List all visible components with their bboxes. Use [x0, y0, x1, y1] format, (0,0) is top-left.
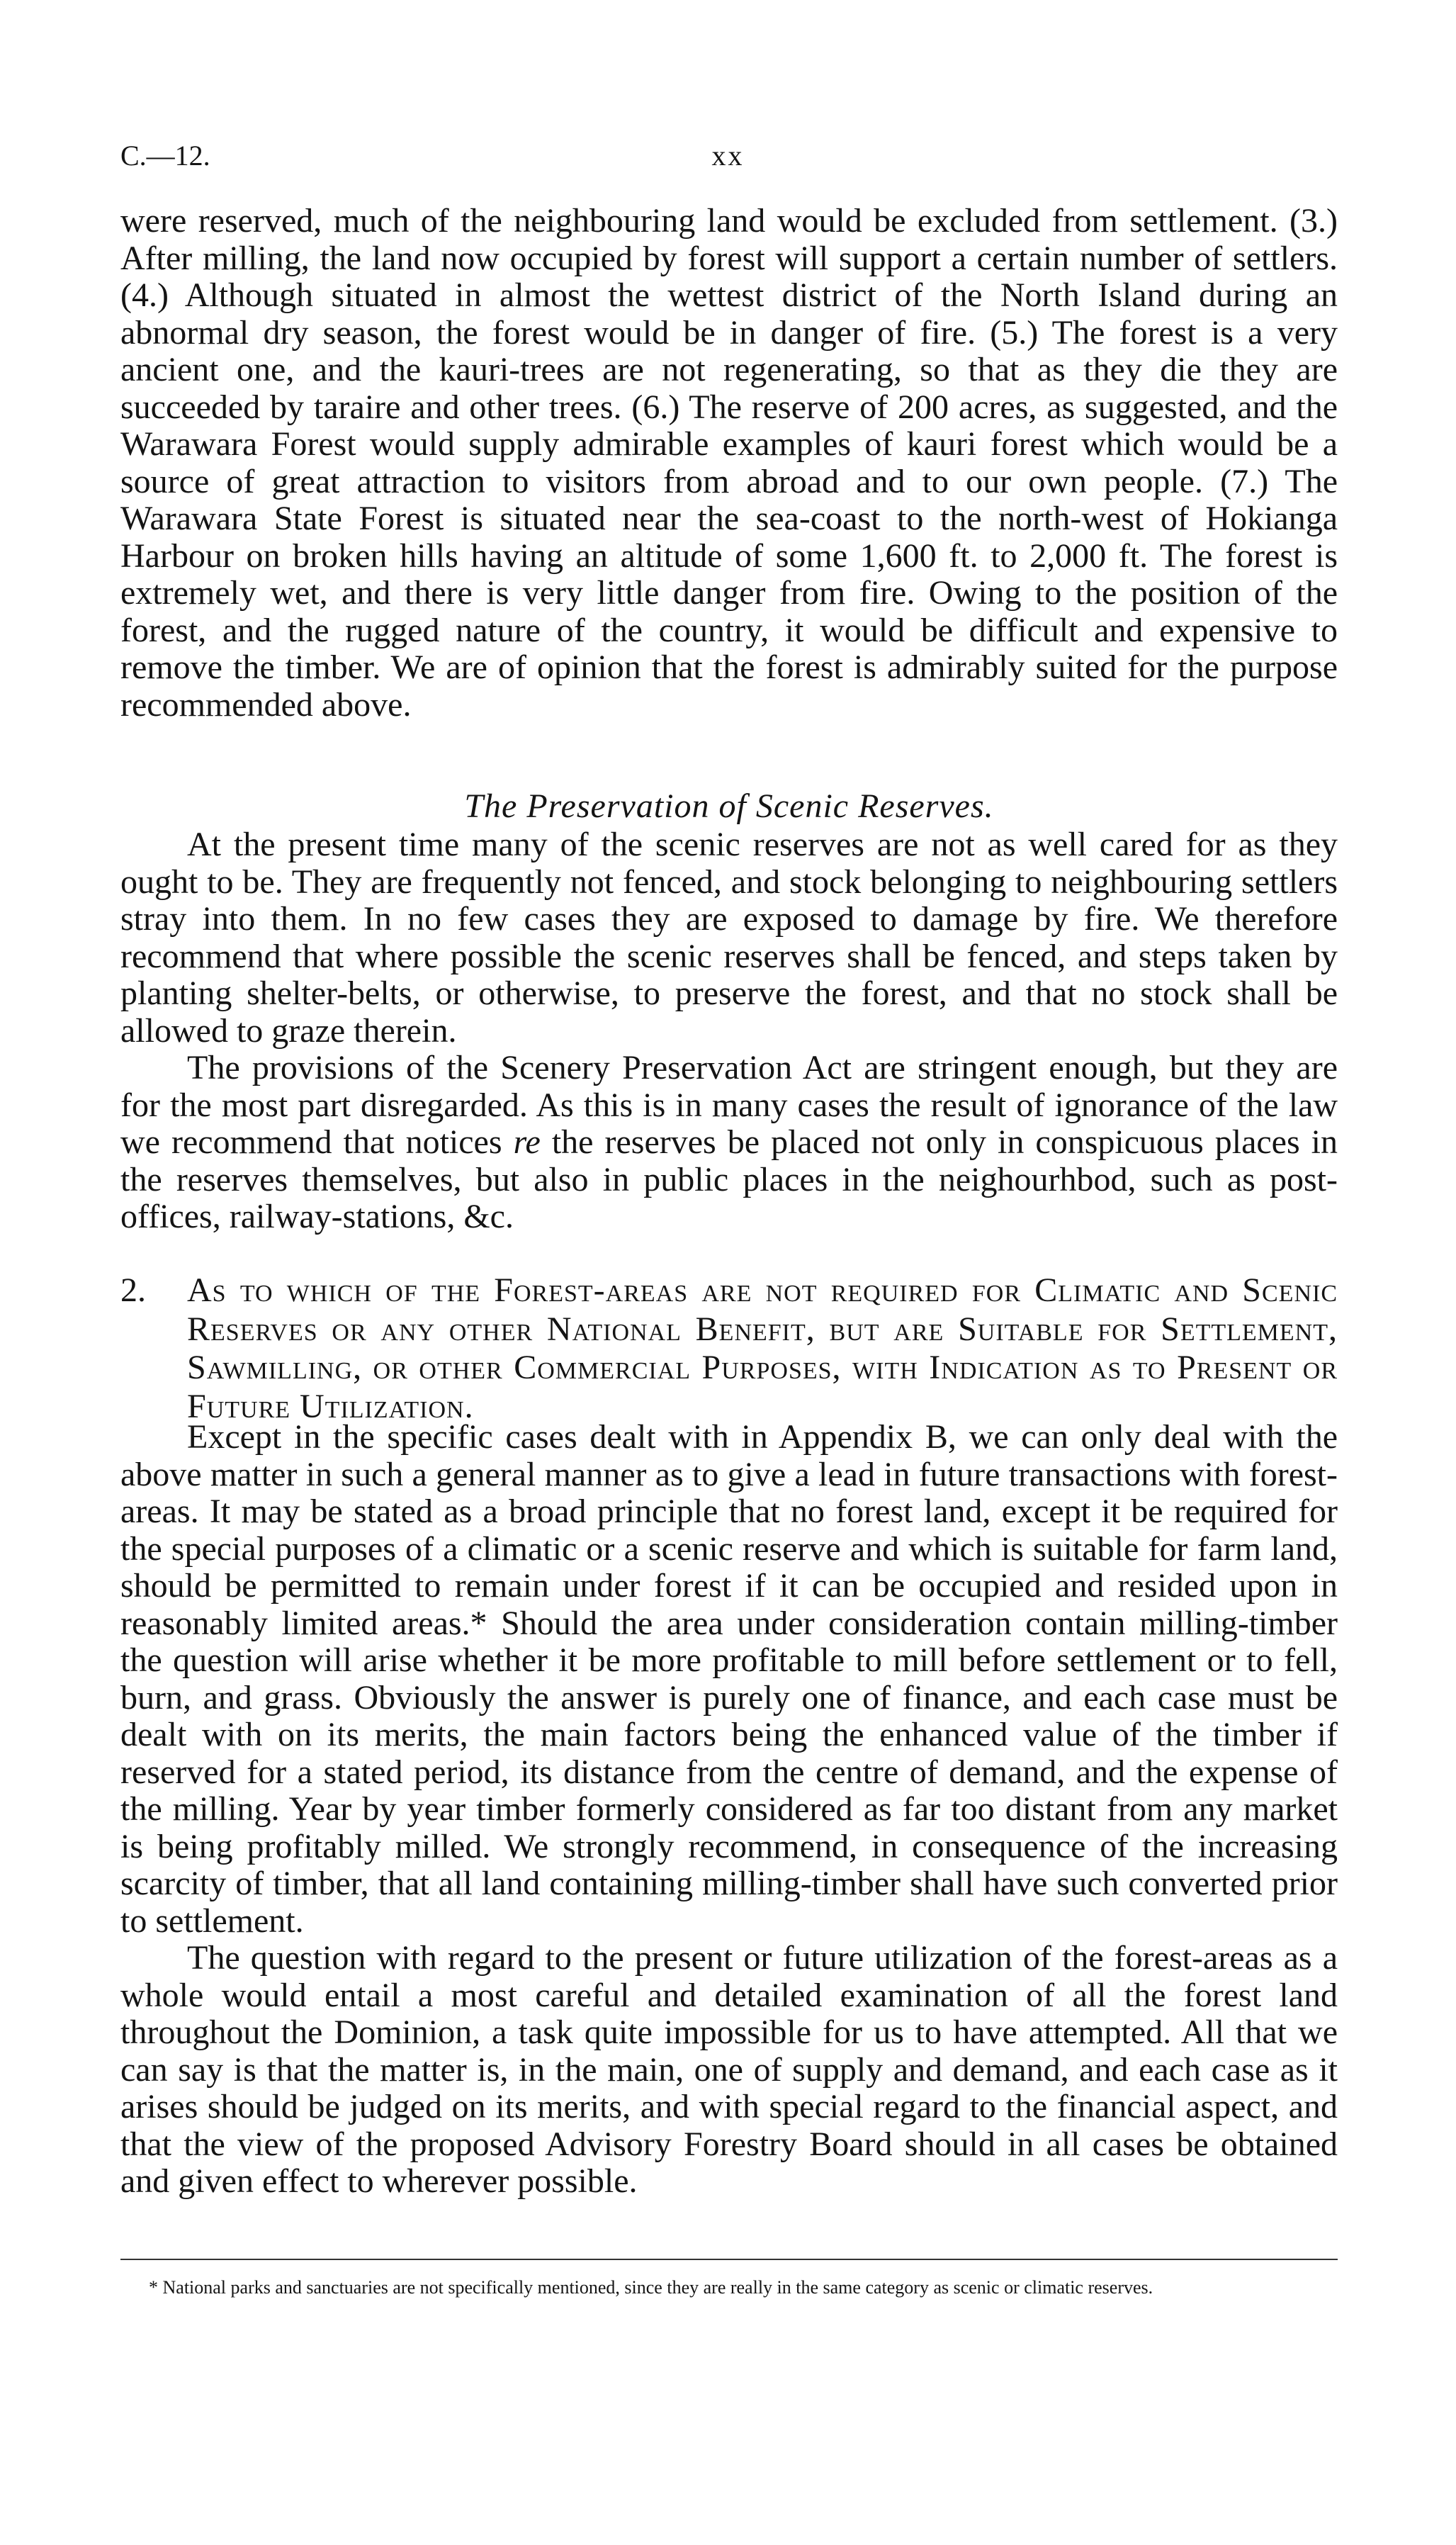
section-2-body: [120, 1419, 1338, 2201]
scenic-reserves-section: [120, 826, 1338, 1236]
scenic-paragraph-2-start: The provisions of the Scenery Preservation Act are stringent enough, but they are for the most part disregarded. As this is in many cases the result of ignorance of the law we recommend that notices: [120, 1049, 1338, 1161]
continuation-paragraph: were reserved, much of the neighbouring land would be excluded from settlement. (3.) After milling, the land now occupied by forest will support a certain number of settlers. (4.) Although situated in almost the wettest district of the North Island during an abnormal dry season, the forest would be in danger of fire. (5.) The forest is a very ancient one, and the kauri-trees are not regenerating, so that as they die they are succeeded by taraire and other trees. (6.) The reserve of 200 acres, as suggested, and the Warawara Forest would supply admirable examples of kauri forest which would be a source of great attraction to visitors from abroad and to our own people. (7.) The Warawara State Forest is situated near the sea-coast to the north-west of Hokianga Harbour on broken hills having an altitude of some 1,600 ft. to 2,000 ft. The forest is extremely wet, and there is very little danger from fire. Owing to the position of the forest, and the rugged nature of the country, it would be difficult and expensive to remove the timber. We are of opinion that the forest is admirably suited for the purpose recommended above.: [120, 202, 1338, 724]
page-number: xx: [711, 140, 745, 172]
re-italic: re: [513, 1123, 541, 1161]
continuation-block: [120, 203, 1338, 724]
scenic-paragraph-2-end: the reserves be placed not only in conspicuous places in the reserves themselves, but also in public places in the neighourhbod, such as post-offices, railway-stations, &c.: [120, 1123, 1338, 1235]
section-2-paragraph-1: Except in the specific cases dealt with in Appendix B, we can only deal with the above matter in such a general manner as to give a lead in future transactions with forest-areas. It may be stated as a broad principle that no forest land, except it be required for the special purposes of a climatic or a scenic reserve and which is suitable for farm land, should be permitted to remain under forest if it can be occupied and resided upon in reasonably limited areas.* Should the area under consideration contain milling-timber the question will arise whether it be more profitable to mill before settlement or to fell, burn, and grass. Obviously the answer is purely one of finance, and each case must be dealt with on its merits, the main factors being the enhanced value of the timber if reserved for a stated period, its distance from the centre of demand, and the expense of the milling. Year by year timber formerly considered as far too distant from any market is being profitably milled. We strongly recommend, in consequence of the increasing scarcity of timber, that all land containing milling-timber shall have such converted prior to settlement.: [120, 1418, 1338, 1940]
footnote: [120, 2275, 1338, 2300]
scenic-paragraph-1: At the present time many of the scenic reserves are not as well cared for as they ought to be. They are frequently not fenced, and stock belonging to neighbouring settlers stray into them. In no few cases they are exposed to damage by fire. We therefore recommend that where possible the scenic reserves shall be fenced, and steps taken by planting shelter-belts, or otherwise, to preserve the forest, and that no stock shall be allowed to graze therein.: [120, 826, 1338, 1050]
footnote-text: National parks and sanctuaries are not specifically mentioned, since they are really in the same category as scenic or climatic reserves.: [162, 2277, 1153, 2298]
footnote-marker: *: [149, 2277, 158, 2298]
section-2-heading-block: [120, 1272, 1338, 1427]
section-2-number: 2.: [120, 1271, 146, 1309]
section-2-paragraph-2: The question with regard to the present or future utilization of the forest-areas as a whole would entail a most careful and detailed examination of all the forest land throughout the Dominion, a task quite impossible for us to have attempted. All that we can say is that the matter is, in the main, one of supply and demand, and each case as it arises should be judged on its merits, and with special regard to the financial aspect, and that the view of the proposed Advisory Forestry Board should in all cases be obtained and given effect to wherever possible.: [120, 1939, 1338, 2200]
footnote-divider: [120, 2259, 1338, 2260]
document-reference: C.—12.: [120, 140, 210, 172]
section-title-scenic-reserves: The Preservation of Scenic Reserves.: [464, 787, 994, 825]
section-2-heading: [120, 1272, 1338, 1427]
section-2-heading-text: As to which of the Forest-areas are not required for Climatic and Scenic Reserves or any other National Benefit, but are Suitable for Settlement, Sawmilling, or other Commercial Purposes, with Indication as to Present or Future Utilization.: [187, 1271, 1338, 1425]
page-header: [120, 139, 1336, 181]
scenic-paragraph-2: [120, 1050, 1338, 1236]
